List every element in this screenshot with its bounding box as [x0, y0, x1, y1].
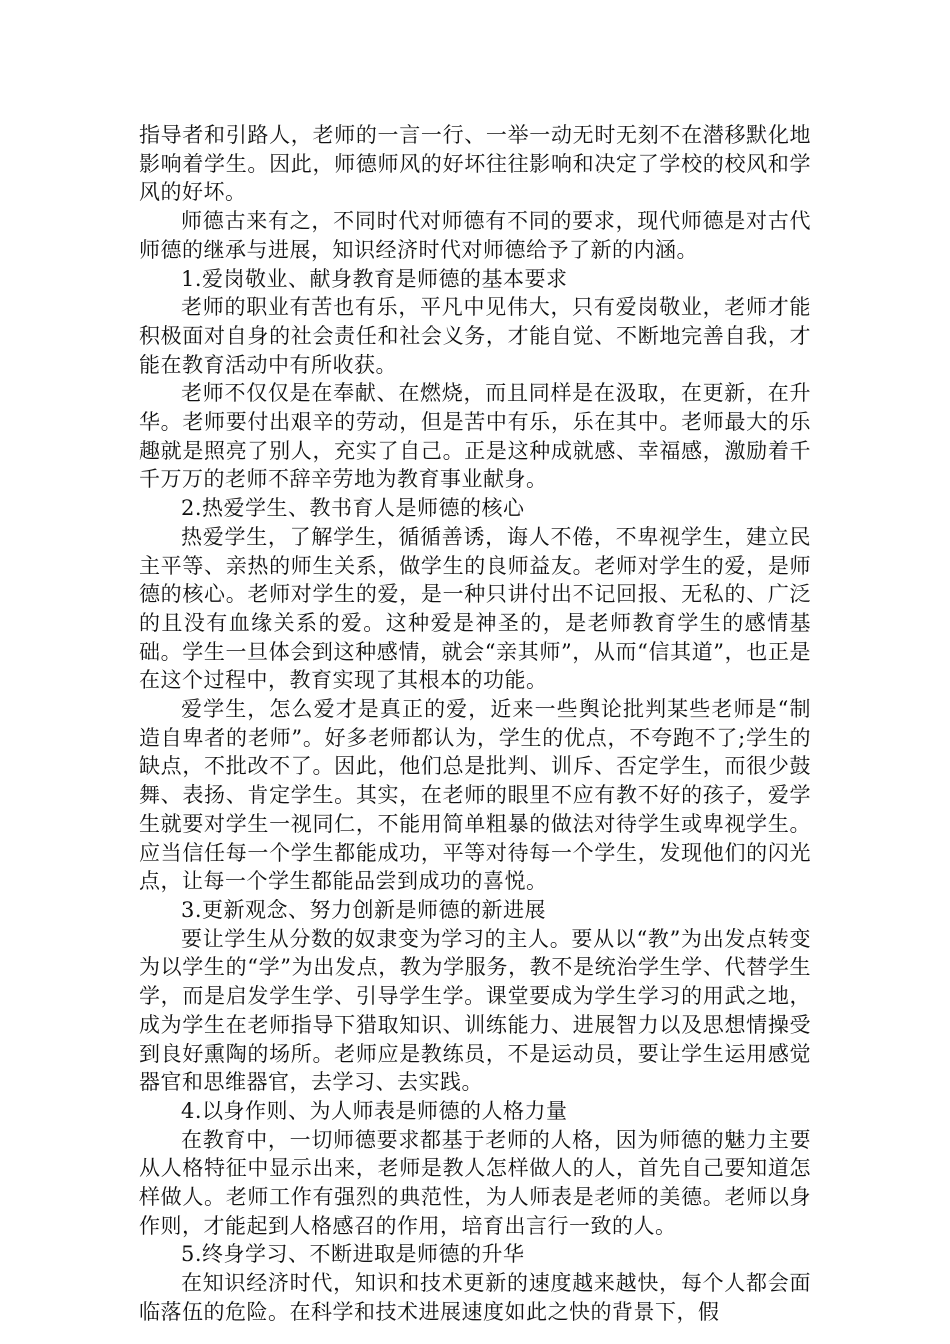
section-heading-5: 5.终身学习、不断进取是师德的升华 [181, 1242, 525, 1267]
document-body [139, 121, 811, 1327]
paragraph-section-1-b: 老师不仅仅是在奉献、在燃烧，而且同样是在汲取，在更新，在升华。老师要付出艰辛的劳动，但是苦中有乐，乐在其中。老师最大的乐趣就是照亮了别人，充实了自己。正是这种成就感、幸福感，激励着千千万万的老师不辞辛劳地为教育事业献身。 [139, 381, 811, 492]
paragraph-section-4: 在教育中，一切师德要求都基于老师的人格，因为师德的魅力主要从人格特征中显示出来，老师是教人怎样做人的人，首先自己要知道怎样做人。老师工作有强烈的典范性，为人师表是老师的美德。老师以身作则，才能起到人格感召的作用，培育出言行一致的人。 [139, 1127, 811, 1238]
paragraph-section-2-b: 爱学生，怎么爱才是真正的爱，近来一些舆论批判某些老师是“制造自卑者的老师”。好多老师都认为，学生的优点，不夸跑不了;学生的缺点，不批改不了。因此，他们总是批判、训斥、否定学生，而很少鼓舞、表扬、肯定学生。其实，在老师的眼里不应有教不好的孩子，爱学生就要对学生一视同仁，不能用简单粗暴的做法对待学生或卑视学生。应当信任每一个学生都能成功，平等对待每一个学生，发现他们的闪光点，让每一个学生都能品尝到成功的喜悦。 [139, 697, 811, 894]
paragraph-intro-continuation: 指导者和引路人，老师的一言一行、一举一动无时无刻不在潜移默化地影响着学生。因此，师德师风的好坏往往影响和决定了学校的校风和学风的好坏。 [139, 123, 811, 205]
section-heading-1: 1.爱岗敬业、献身教育是师德的基本要求 [181, 266, 568, 291]
paragraph-section-1-a: 老师的职业有苦也有乐，平凡中见伟大，只有爱岗敬业，老师才能积极面对自身的社会责任和社会义务，才能自觉、不断地完善自我，才能在教育活动中有所收获。 [139, 295, 811, 377]
paragraph-section-2-a: 热爱学生，了解学生，循循善诱，诲人不倦，不卑视学生，建立民主平等、亲热的师生关系，做学生的良师益友。老师对学生的爱，是师德的核心。老师对学生的爱，是一种只讲付出不记回报、无私的、广泛的且没有血缘关系的爱。这种爱是神圣的，是老师教育学生的感情基础。学生一旦体会到这种感情，就会“亲其师”，从而“信其道”，也正是在这个过程中，教育实现了其根本的功能。 [139, 524, 811, 693]
section-heading-4: 4.以身作则、为人师表是师德的人格力量 [181, 1098, 568, 1123]
section-heading-2: 2.热爱学生、教书育人是师德的核心 [181, 496, 525, 521]
paragraph-ethics-history: 师德古来有之，不同时代对师德有不同的要求，现代师德是对古代师德的继承与进展，知识经济时代对师德给予了新的内涵。 [139, 209, 811, 262]
section-heading-3: 3.更新观念、努力创新是师德的新进展 [181, 897, 547, 922]
paragraph-section-3: 要让学生从分数的奴隶变为学习的主人。要从以“教”为出发点转变为以学生的“学”为出发点，教为学服务，教不是统治学生学、代替学生学，而是启发学生学、引导学生学。课堂要成为学生学习的用武之地，成为学生在老师指导下猎取知识、训练能力、进展智力以及思想情操受到良好熏陶的场所。老师应是教练员，不是运动员，要让学生运用感觉器官和思维器官，去学习、去实践。 [139, 926, 811, 1095]
paragraph-section-5: 在知识经济时代，知识和技术更新的速度越来越快，每个人都会面临落伍的危险。在科学和技术进展速度如此之快的背景下，假 [139, 1271, 811, 1324]
